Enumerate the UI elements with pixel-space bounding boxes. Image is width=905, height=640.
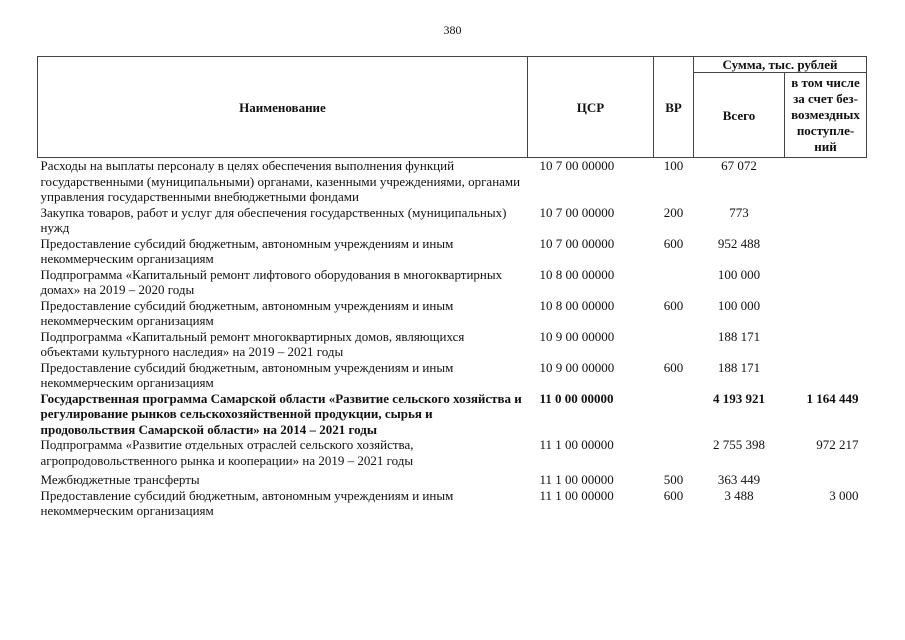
row-name: Предоставление субсидий бюджетным, автономным учреждениям и иным некоммерческим организациям — [40, 359, 454, 390]
header-total: Всего — [694, 73, 785, 158]
row-name: Предоставление субсидий бюджетным, автономным учреждениям и иным некоммерческим организациям — [40, 235, 454, 266]
row-free — [785, 158, 867, 205]
row-name: Межбюджетные трансферты — [40, 472, 200, 487]
header-sum-group: Сумма, тыс. рублей — [694, 57, 867, 73]
row-free — [785, 205, 867, 236]
table-row — [38, 437, 867, 468]
table-row — [38, 329, 867, 360]
table-header — [38, 57, 867, 158]
table-row — [38, 468, 867, 488]
row-vr: 600 — [663, 297, 684, 313]
row-total: 2 755 398 — [713, 437, 765, 452]
header-free-funds: в том числе за счет без-возмездных поступле-ний — [785, 73, 867, 158]
row-name: Предоставление субсидий бюджетным, автономным учреждениям и иным некоммерческим организациям — [40, 487, 454, 518]
row-name: Государственная программа Самарской области «Развитие сельского хозяйства и регулирование рынков сельскохозяйственной продукции, сырья и продовольствия Самарской области» на 2014 – 2021 годы — [40, 390, 522, 437]
row-csr: 10 9 00 00000 — [539, 359, 615, 375]
row-csr: 10 9 00 00000 — [539, 328, 615, 344]
row-csr: 11 1 00 00000 — [539, 487, 614, 503]
row-total: 4 193 921 — [713, 390, 765, 406]
row-total: 188 171 — [717, 359, 761, 375]
table-row — [38, 205, 867, 236]
row-csr: 10 8 00 00000 — [539, 266, 615, 282]
row-csr: 11 1 00 00000 — [539, 472, 614, 487]
table-body — [38, 158, 867, 519]
row-name: Предоставление субсидий бюджетным, автономным учреждениям и иным некоммерческим организациям — [40, 297, 454, 328]
row-total: 952 488 — [717, 235, 761, 251]
row-csr: 10 7 00 00000 — [539, 158, 615, 173]
budget-table — [37, 56, 867, 519]
header-csr: ЦСР — [528, 57, 654, 158]
row-csr: 10 7 00 00000 — [539, 204, 615, 220]
row-free — [785, 267, 867, 298]
row-vr: 600 — [663, 235, 684, 251]
row-free — [785, 298, 867, 329]
row-total: 100 000 — [717, 297, 761, 313]
row-vr: 600 — [663, 359, 684, 375]
row-total: 363 449 — [717, 472, 761, 487]
page-number: 380 — [443, 23, 462, 37]
row-name: Закупка товаров, работ и услуг для обеспечения государственных (муниципальных) нужд — [40, 204, 507, 235]
table-row — [38, 298, 867, 329]
row-free: 3 000 — [829, 487, 859, 503]
row-csr: 11 1 00 00000 — [539, 437, 614, 452]
row-csr: 11 0 00 00000 — [539, 390, 614, 406]
row-name: Подпрограмма «Капитальный ремонт многоквартирных домов, являющихся объектами культурного наследия» на 2019 – 2021 годы — [40, 328, 465, 359]
header-name: Наименование — [38, 57, 528, 158]
row-total: 188 171 — [717, 328, 761, 344]
row-free: 1 164 449 — [806, 390, 859, 406]
row-vr: 200 — [663, 204, 684, 220]
row-vr — [654, 437, 694, 468]
table-row — [38, 488, 867, 519]
row-free — [785, 360, 867, 391]
row-free — [785, 468, 867, 488]
row-total: 100 000 — [717, 266, 761, 282]
row-vr — [654, 329, 694, 360]
row-csr: 10 7 00 00000 — [539, 235, 615, 251]
row-name: Подпрограмма «Развитие отдельных отраслей сельского хозяйства, агропродовольственного рынка и кооперации» на 2019 – 2021 годы — [40, 437, 414, 468]
row-total: 67 072 — [721, 158, 757, 173]
table-row — [38, 236, 867, 267]
row-name: Подпрограмма «Капитальный ремонт лифтового оборудования в многоквартирных домах» на 2019 – 2020 годы — [40, 266, 503, 297]
row-total: 773 — [729, 204, 749, 220]
header-vr: ВР — [654, 57, 694, 158]
table-row-program — [38, 391, 867, 438]
table-row — [38, 158, 867, 205]
table-row — [38, 267, 867, 298]
row-csr: 10 8 00 00000 — [539, 297, 615, 313]
row-free: 972 217 — [816, 437, 859, 452]
row-vr — [654, 267, 694, 298]
row-vr: 500 — [663, 472, 684, 487]
row-vr: 100 — [663, 158, 684, 173]
row-vr — [654, 391, 694, 438]
row-name: Расходы на выплаты персоналу в целях обеспечения выполнения функций государственными (муниципальными) органами, казенными учреждениями, органами управления государственными внебюджетными фондами — [40, 158, 521, 204]
table-row — [38, 360, 867, 391]
row-free — [785, 236, 867, 267]
row-vr: 600 — [663, 487, 684, 503]
row-total: 3 488 — [724, 487, 754, 503]
row-free — [785, 329, 867, 360]
